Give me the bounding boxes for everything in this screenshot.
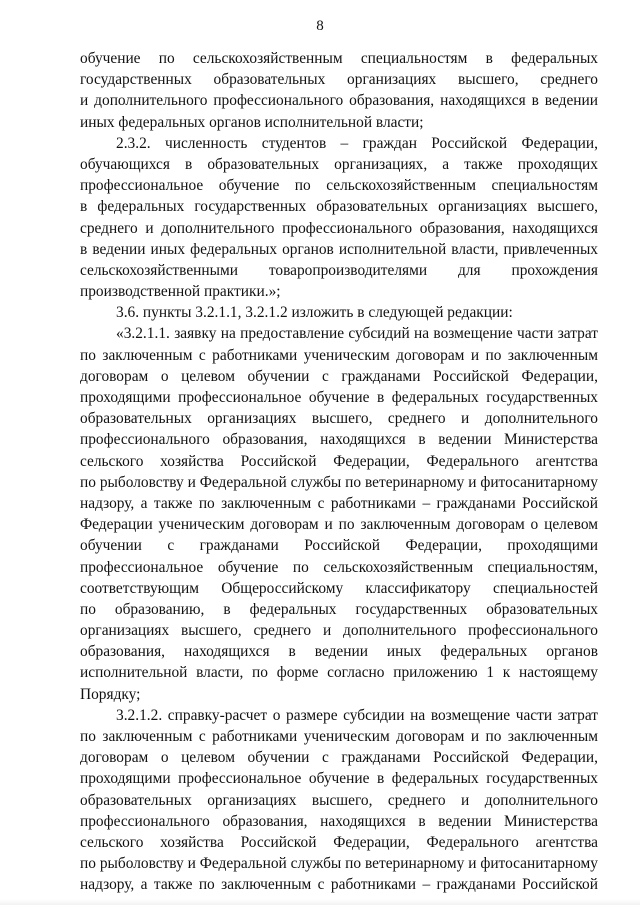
text-line: соответствующим Общероссийскому классификатору специальностей: [80, 579, 598, 597]
document-body: [80, 48, 598, 896]
text-line: договорам о целевом обучении с гражданами Российской Федерации,: [80, 367, 598, 385]
text-line: Федерации ученическим договорам и по заключенным договорам о целевом: [80, 516, 598, 534]
scan-bottom-edge: [0, 899, 640, 905]
text-line: по заключенным с работниками ученическим договорам и по заключенным: [80, 346, 598, 364]
text-line: среднего и дополнительного профессионального образования, находящихся: [80, 219, 598, 237]
text-line: образовательных организациях высшего, среднего и дополнительного: [80, 410, 598, 428]
text-line: проходящими профессиональное обучение в федеральных государственных: [80, 389, 598, 406]
text-line: профессиональное обучение по сельскохозяйственным специальностям: [80, 177, 598, 195]
text-line: государственных образовательных организациях высшего, среднего: [80, 71, 598, 89]
text-line: по образованию, в федеральных государственных образовательных: [80, 600, 598, 618]
text-line: сельского хозяйства Российской Федерации, Федерального агентства: [80, 833, 598, 851]
page-number: 8: [316, 18, 324, 34]
text-line: профессионального образования, находящихся в ведении Министерства: [80, 812, 598, 830]
text-line: по рыболовству и Федеральной службы по ветеринарному и фитосанитарному: [80, 855, 598, 873]
text-line: по заключенным с работниками ученическим договорам и по заключенным: [80, 728, 598, 745]
text-line: 3.6. пункты 3.2.1.1, 3.2.1.2 изложить в следующей редакции:: [116, 304, 513, 322]
text-line: «3.2.1.1. заявку на предоставление субсидий на возмещение части затрат: [116, 325, 598, 343]
text-line: профессиональное обучение по сельскохозяйственным специальностям,: [80, 558, 598, 576]
text-line: и дополнительного профессионального образования, находящихся в ведении: [80, 92, 598, 110]
text-line: иных федеральных органов исполнительной власти;: [80, 113, 424, 131]
text-line: образования, находящихся в ведении иных федеральных органов: [80, 643, 598, 661]
text-line: 3.2.1.2. справку-расчет о размере субсидии на возмещение части затрат: [116, 706, 598, 724]
text-line: по рыболовству и Федеральной службы по ветеринарному и фитосанитарному: [80, 473, 598, 491]
text-line: 2.3.2. численность студентов – граждан Российской Федерации,: [116, 134, 598, 152]
text-line: образовательных организациях высшего, среднего и дополнительного: [80, 791, 598, 809]
text-line: сельскохозяйственными товаропроизводителями для прохождения: [80, 261, 598, 279]
text-line: обучение по сельскохозяйственным специальностям в федеральных: [80, 50, 598, 67]
text-line: Порядку;: [80, 685, 141, 703]
text-line: производственной практики.»;: [80, 283, 281, 301]
text-line: сельского хозяйства Российской Федерации, Федерального агентства: [80, 452, 598, 470]
text-line: проходящими профессиональное обучение в федеральных государственных: [80, 770, 598, 788]
text-line: в федеральных государственных образовательных организациях высшего,: [80, 198, 598, 216]
text-line: организациях высшего, среднего и дополнительного профессионального: [80, 622, 598, 640]
text-line: обучении с гражданами Российской Федерации, проходящими: [80, 537, 598, 555]
text-line: в ведении иных федеральных органов исполнительной власти, привлеченных: [80, 240, 598, 258]
text-line: надзору, а также по заключенным с работниками – гражданами Российской: [80, 876, 598, 894]
text-line: профессионального образования, находящихся в ведении Министерства: [80, 431, 598, 449]
text-line: договорам о целевом обучении с гражданами Российской Федерации,: [80, 749, 598, 767]
text-line: надзору, а также по заключенным с работниками – гражданами Российской: [80, 494, 598, 512]
text-line: обучающихся в образовательных организациях, а также проходящих: [80, 155, 598, 173]
text-line: исполнительной власти, по форме согласно приложению 1 к настоящему: [80, 664, 598, 682]
